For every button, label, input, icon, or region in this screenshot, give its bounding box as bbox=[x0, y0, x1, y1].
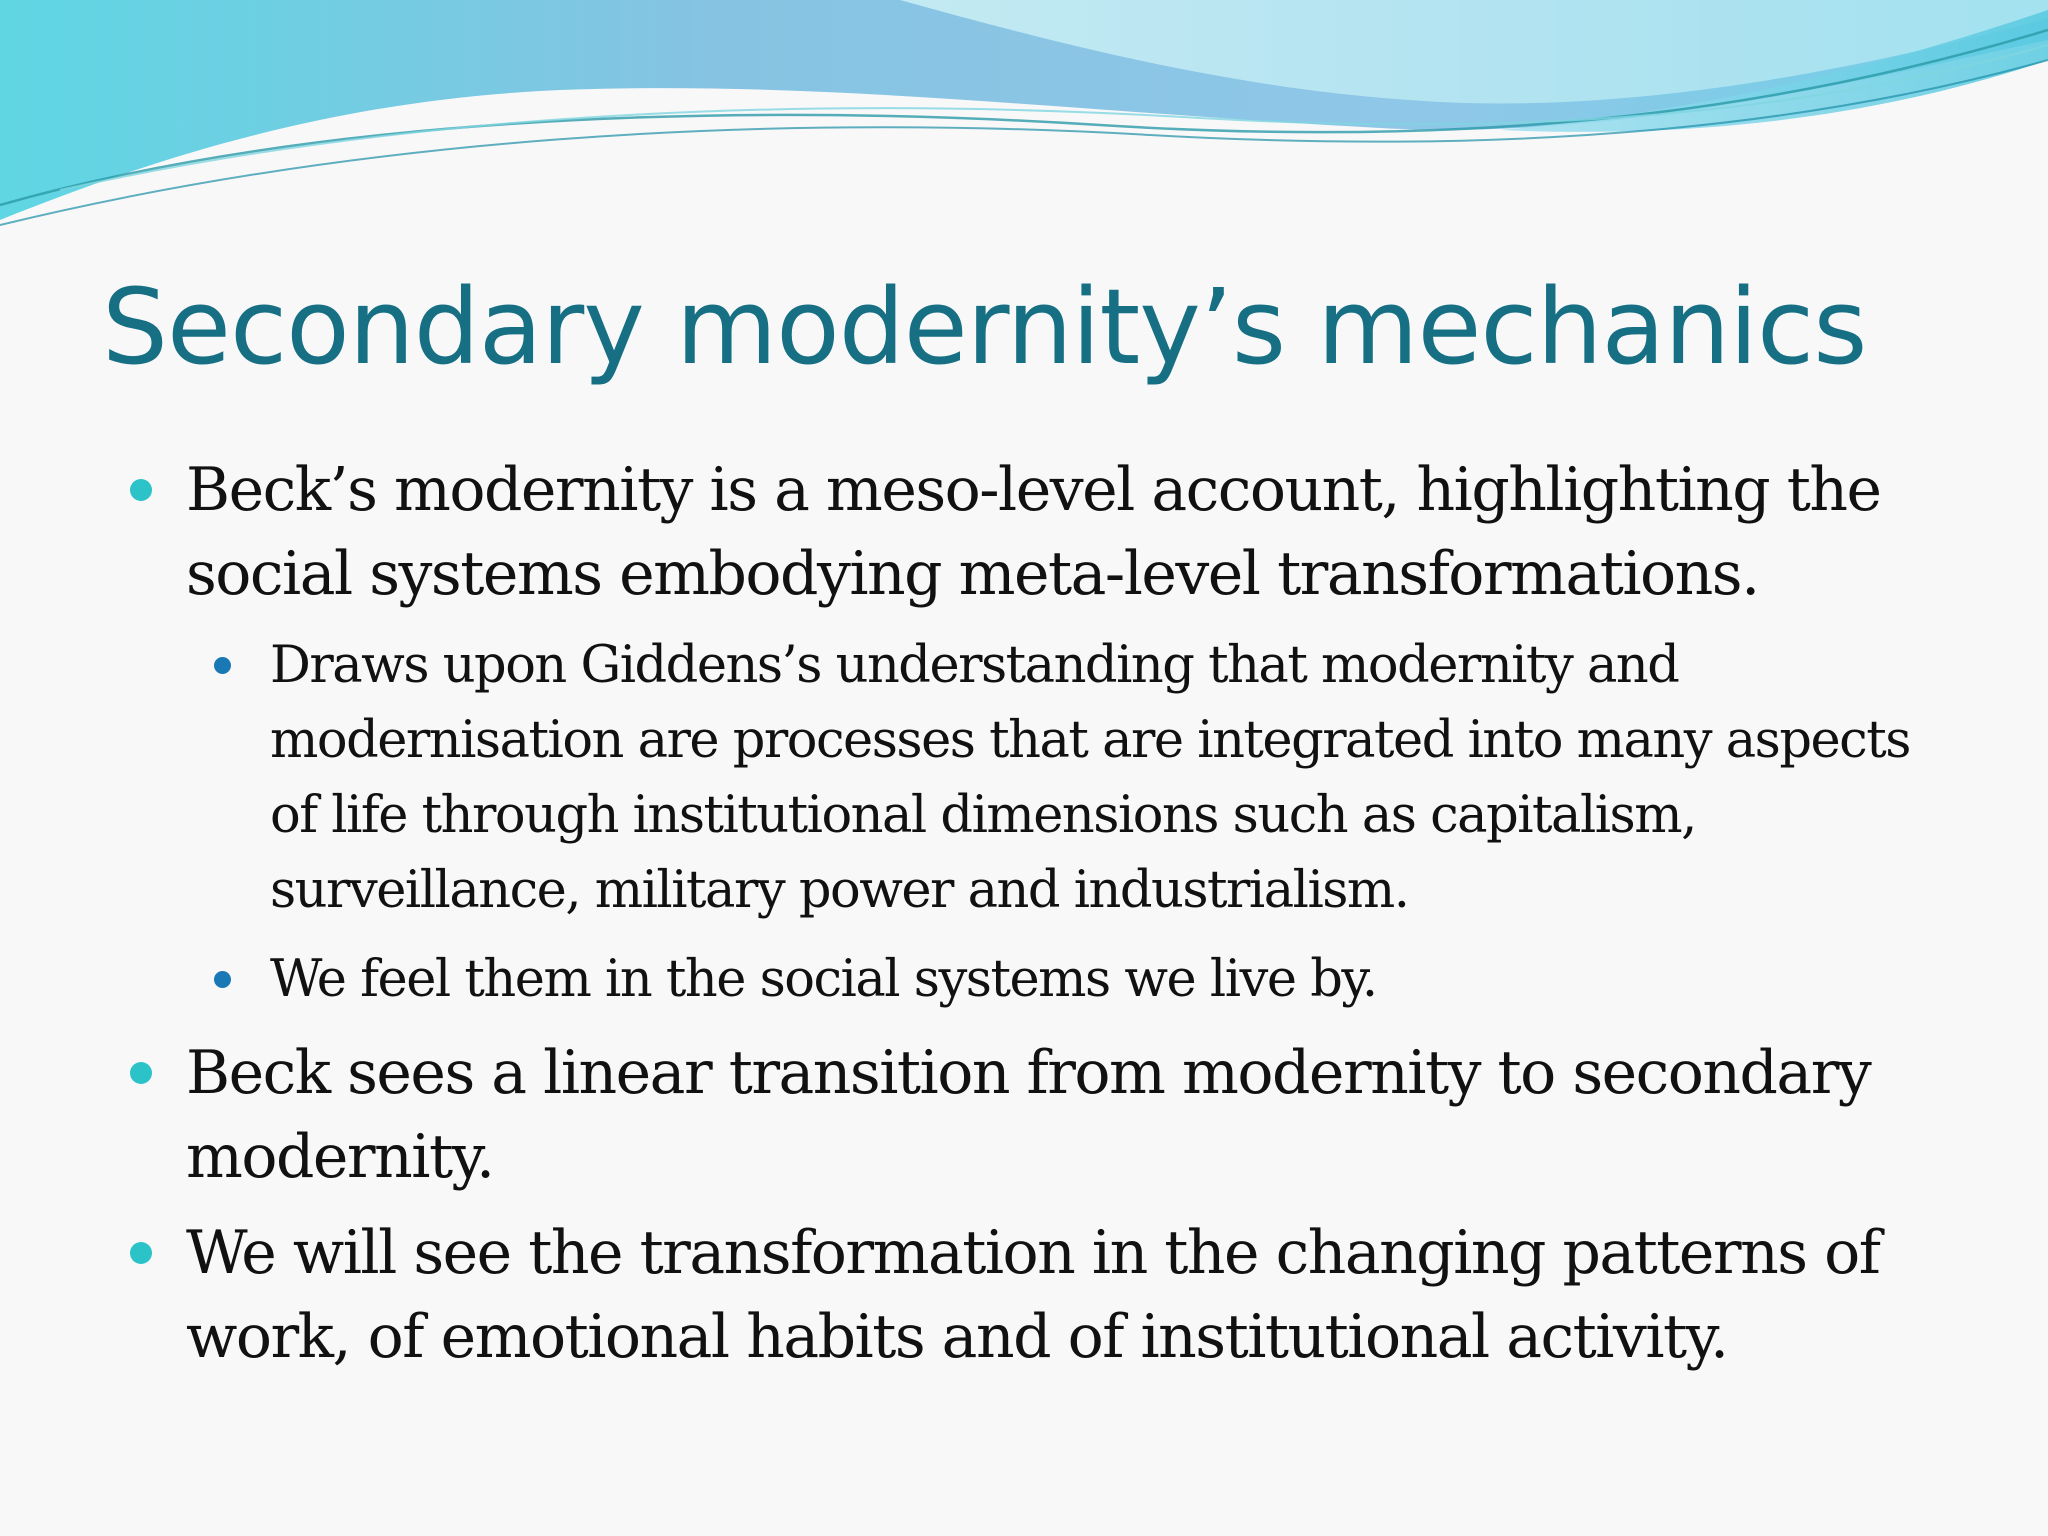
header-wave-decoration bbox=[0, 0, 2048, 240]
sub-bullet-list bbox=[214, 628, 1930, 1017]
sub-bullet-item-1 bbox=[214, 628, 1930, 928]
sub-bullet-text: Draws upon Giddens’s understanding that modernity and modernisation are processes that are integrated into many aspects of life through institutional dimensions such as capitalism, surveillance, military power and industrialism. bbox=[270, 636, 1910, 920]
bullet-item-3 bbox=[130, 1211, 1930, 1379]
bullet-text: Beck sees a linear transition from modernity to secondary modernity. bbox=[186, 1038, 1871, 1192]
bullet-text: We will see the transformation in the changing patterns of work, of emotional habits and of institutional activity. bbox=[186, 1218, 1880, 1372]
bullet-list bbox=[130, 448, 1930, 1391]
bullet-text: Beck’s modernity is a meso-level account, highlighting the social systems embodying meta-level transformations. bbox=[186, 455, 1881, 609]
bullet-dot-icon bbox=[130, 479, 152, 501]
slide-title: Secondary modernity’s mechanics bbox=[102, 266, 1867, 388]
bullet-dot-icon bbox=[130, 1062, 152, 1084]
bullet-item-2 bbox=[130, 1031, 1930, 1199]
bullet-item-1 bbox=[130, 448, 1930, 616]
sub-bullet-item-2 bbox=[214, 942, 1930, 1017]
sub-bullet-dot-icon bbox=[214, 971, 231, 988]
bullet-dot-icon bbox=[130, 1242, 152, 1264]
sub-bullet-text: We feel them in the social systems we live by. bbox=[270, 950, 1377, 1009]
sub-bullet-dot-icon bbox=[214, 657, 231, 674]
